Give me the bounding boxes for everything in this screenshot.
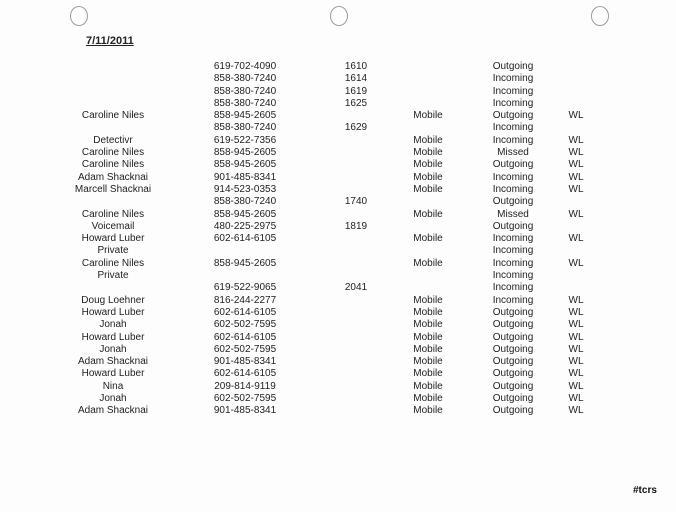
call-direction: Incoming [492, 171, 534, 183]
call-direction: Outgoing [492, 110, 534, 122]
call-direction: Incoming [492, 257, 534, 269]
line-type: Mobile [413, 380, 443, 392]
call-direction: Outgoing [492, 159, 534, 171]
caller-name: Doug Loehner [81, 294, 145, 306]
phone-number: 901-485-8341 [213, 405, 277, 417]
table-row [0, 356, 676, 368]
call-direction: Incoming [492, 294, 534, 306]
table-row [0, 172, 676, 184]
caller-name: Adam Shacknai [77, 405, 149, 417]
call-direction: Incoming [492, 97, 534, 109]
caller-name: Caroline Niles [81, 257, 145, 269]
call-direction: Incoming [492, 122, 534, 134]
phone-number: 619-522-9065 [213, 282, 277, 294]
table-row [0, 270, 676, 282]
line-type: Mobile [413, 183, 443, 195]
line-type: Mobile [413, 257, 443, 269]
table-row [0, 122, 676, 134]
call-direction: Missed [497, 147, 529, 159]
phone-number: 209-814-9119 [214, 380, 276, 392]
flag-code: WL [568, 110, 584, 122]
line-type: Mobile [413, 393, 443, 405]
call-direction: Outgoing [492, 220, 534, 232]
caller-name: Caroline Niles [81, 159, 145, 171]
table-row [0, 196, 676, 208]
line-type: Mobile [413, 405, 443, 417]
corner-tag: #tcrs [633, 485, 657, 496]
flag-code: WL [568, 257, 584, 269]
phone-number: 858-380-7240 [213, 73, 277, 85]
table-row [0, 135, 676, 147]
table-row [0, 381, 676, 393]
line-type: Mobile [413, 110, 443, 122]
table-row [0, 147, 676, 159]
punch-hole-icon [70, 6, 88, 26]
call-time: 1614 [344, 73, 368, 85]
phone-number: 619-702-4090 [213, 61, 277, 72]
call-direction: Incoming [492, 73, 534, 85]
caller-name: Nina [102, 380, 124, 392]
phone-number: 816-244-2277 [213, 294, 277, 306]
caller-name: Howard Luber [81, 233, 145, 245]
table-row [0, 245, 676, 257]
call-direction: Outgoing [492, 343, 534, 355]
call-time: 1629 [344, 122, 368, 134]
phone-number: 858-945-2605 [213, 147, 277, 159]
call-direction: Missed [497, 208, 529, 220]
table-row [0, 73, 676, 85]
table-row [0, 209, 676, 221]
flag-code: WL [568, 368, 584, 380]
caller-name: Marcell Shacknai [74, 183, 152, 195]
call-time: 1625 [344, 97, 368, 109]
line-type: Mobile [413, 171, 443, 183]
caller-name: Adam Shacknai [77, 356, 149, 368]
flag-code: WL [568, 159, 584, 171]
flag-code: WL [568, 183, 584, 195]
table-row [0, 233, 676, 245]
flag-code: WL [568, 208, 584, 220]
line-type: Mobile [413, 306, 443, 318]
flag-code: WL [568, 393, 584, 405]
line-type: Mobile [413, 147, 443, 159]
caller-name: Jonah [99, 319, 127, 331]
flag-code: WL [568, 343, 584, 355]
call-time: 1740 [344, 196, 368, 208]
table-row [0, 307, 676, 319]
table-row [0, 405, 676, 417]
flag-code: WL [568, 147, 584, 159]
call-direction: Outgoing [492, 405, 534, 417]
phone-number: 602-502-7595 [213, 319, 277, 331]
caller-name: Jonah [99, 343, 127, 355]
table-row [0, 184, 676, 196]
call-direction: Incoming [492, 233, 534, 245]
phone-number: 901-485-8341 [213, 356, 277, 368]
phone-number: 858-380-7240 [213, 122, 277, 134]
flag-code: WL [568, 319, 584, 331]
phone-number: 858-380-7240 [213, 97, 277, 109]
line-type: Mobile [413, 159, 443, 171]
call-direction: Incoming [492, 282, 534, 294]
call-direction: Incoming [492, 183, 534, 195]
caller-name: Jonah [99, 393, 127, 405]
table-row [0, 258, 676, 270]
flag-code: WL [568, 294, 584, 306]
caller-name: Howard Luber [81, 331, 145, 343]
line-type: Mobile [413, 233, 443, 245]
phone-number: 901-485-8341 [213, 171, 277, 183]
call-direction: Incoming [492, 134, 534, 146]
phone-number: 602-614-6105 [213, 233, 277, 245]
line-type: Mobile [413, 343, 443, 355]
phone-number: 858-945-2605 [213, 257, 277, 269]
flag-code: WL [568, 171, 584, 183]
caller-name: Howard Luber [81, 368, 145, 380]
caller-name: Voicemail [91, 220, 135, 232]
call-time: 1819 [344, 220, 368, 232]
caller-name: Caroline Niles [81, 147, 145, 159]
call-time: 1610 [344, 61, 368, 72]
punch-hole-icon [591, 6, 609, 26]
table-row [0, 332, 676, 344]
call-direction: Incoming [492, 245, 534, 257]
caller-name: Detectivr [93, 134, 133, 146]
table-row [0, 282, 676, 294]
table-row [0, 368, 676, 380]
call-direction: Outgoing [492, 380, 534, 392]
call-direction: Outgoing [492, 196, 534, 208]
line-type: Mobile [413, 319, 443, 331]
caller-name: Private [97, 245, 129, 257]
log-date: 7/11/2011 [86, 35, 134, 47]
phone-number: 914-523-0353 [213, 183, 277, 195]
line-type: Mobile [413, 208, 443, 220]
phone-number: 858-945-2605 [213, 110, 277, 122]
table-row [0, 98, 676, 110]
call-time: 2041 [344, 282, 368, 294]
caller-name: Caroline Niles [81, 208, 145, 220]
table-row [0, 110, 676, 122]
phone-number: 602-614-6105 [213, 306, 277, 318]
punch-hole-icon [330, 6, 348, 26]
call-time: 1619 [344, 85, 368, 97]
flag-code: WL [568, 306, 584, 318]
line-type: Mobile [413, 134, 443, 146]
line-type: Mobile [413, 331, 443, 343]
caller-name: Howard Luber [81, 306, 145, 318]
table-row [0, 393, 676, 405]
line-type: Mobile [413, 368, 443, 380]
flag-code: WL [568, 233, 584, 245]
caller-name: Caroline Niles [81, 110, 145, 122]
line-type: Mobile [413, 294, 443, 306]
phone-number: 602-614-6105 [213, 331, 277, 343]
call-direction: Outgoing [492, 356, 534, 368]
table-row [0, 159, 676, 171]
phone-number: 602-502-7595 [213, 343, 277, 355]
call-direction: Outgoing [492, 319, 534, 331]
phone-number: 858-945-2605 [213, 208, 277, 220]
phone-number: 858-945-2605 [213, 159, 277, 171]
line-type: Mobile [413, 356, 443, 368]
table-row [0, 319, 676, 331]
phone-number: 858-380-7240 [213, 196, 277, 208]
call-direction: Incoming [492, 85, 534, 97]
phone-number: 602-614-6105 [213, 368, 277, 380]
flag-code: WL [568, 380, 584, 392]
call-direction: Outgoing [492, 393, 534, 405]
flag-code: WL [568, 331, 584, 343]
call-direction: Outgoing [492, 331, 534, 343]
caller-name: Adam Shacknai [77, 171, 149, 183]
table-row [0, 221, 676, 233]
flag-code: WL [568, 134, 584, 146]
call-log [0, 61, 676, 418]
call-direction: Incoming [492, 270, 534, 282]
table-row [0, 295, 676, 307]
phone-number: 619-522-7356 [213, 134, 277, 146]
flag-code: WL [568, 356, 584, 368]
phone-number: 602-502-7595 [213, 393, 277, 405]
flag-code: WL [568, 405, 584, 417]
call-direction: Outgoing [492, 306, 534, 318]
phone-number: 858-380-7240 [213, 85, 277, 97]
table-row [0, 344, 676, 356]
table-row [0, 61, 676, 73]
table-row [0, 86, 676, 98]
call-direction: Outgoing [492, 61, 534, 72]
call-direction: Outgoing [492, 368, 534, 380]
caller-name: Private [97, 270, 129, 282]
phone-number: 480-225-2975 [213, 220, 277, 232]
